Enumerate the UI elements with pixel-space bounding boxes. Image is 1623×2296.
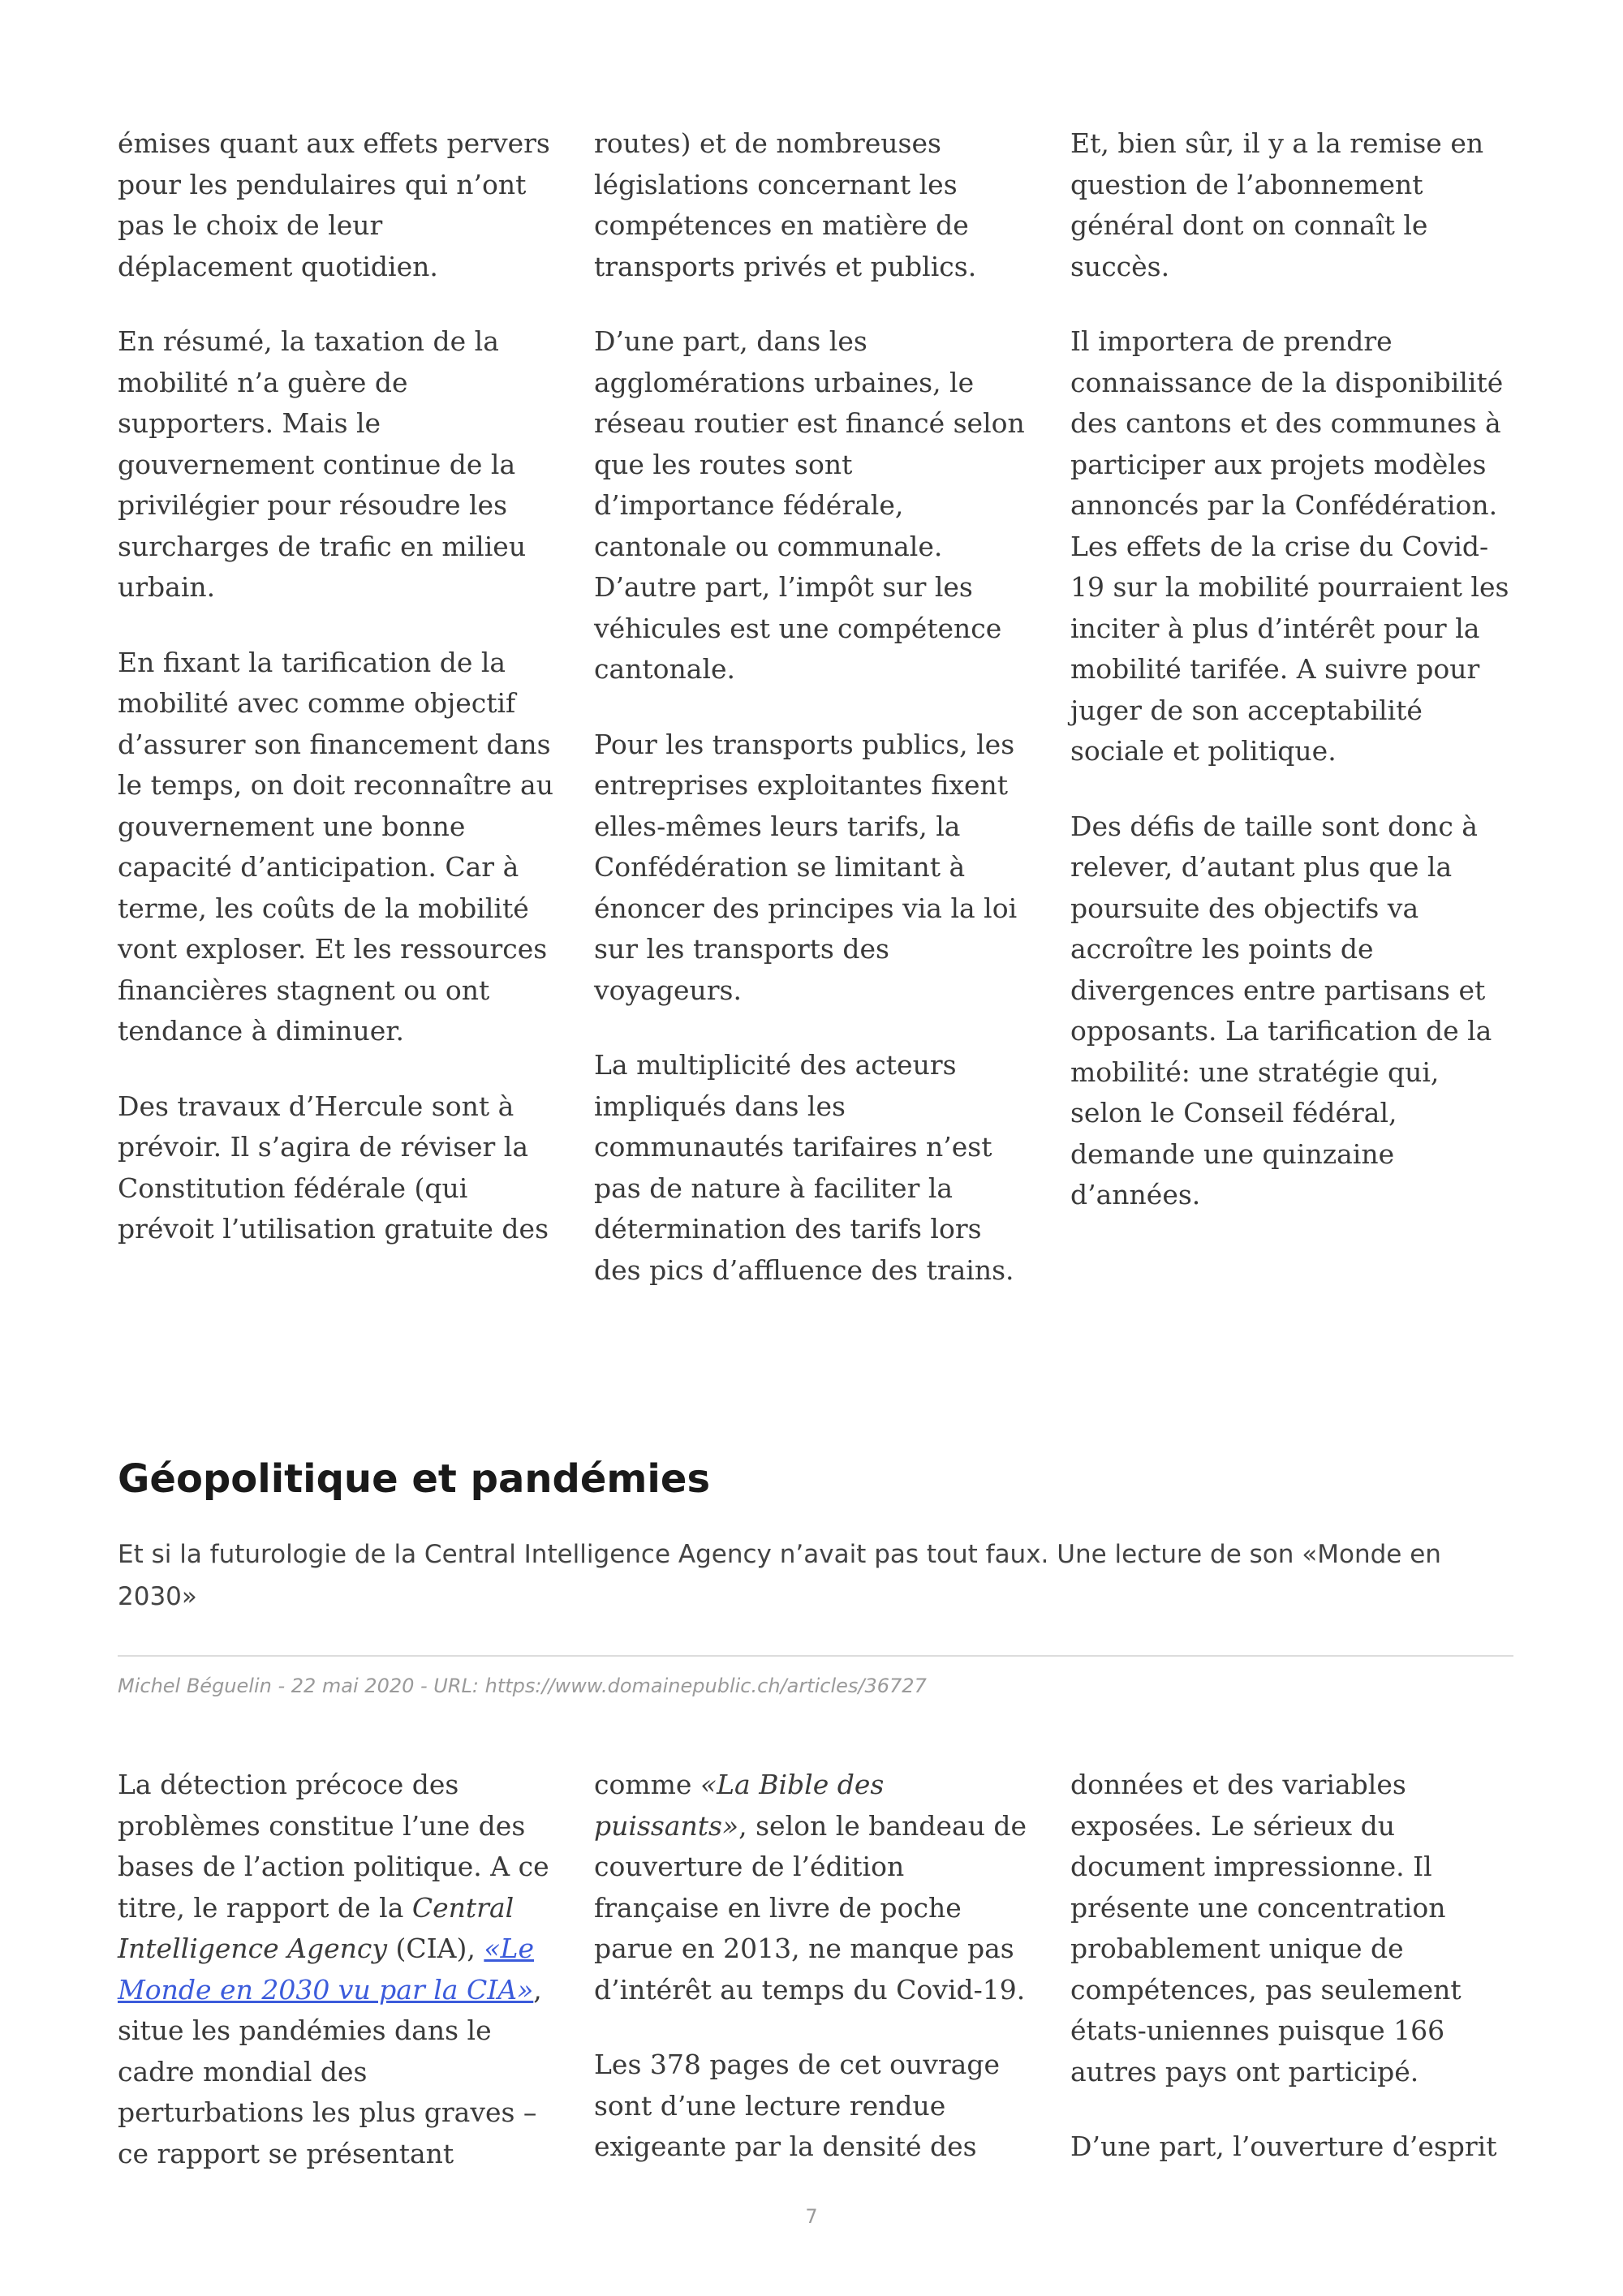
text-run: (CIA), (387, 1933, 484, 1964)
report-link[interactable]: «Le Monde en 2030 vu par la CIA» (118, 1933, 534, 2006)
paragraph: émises quant aux effets pervers pour les pendulaires qui n’ont pas le choix de leur déplacement quotidien. (118, 127, 550, 282)
column-1 (118, 1765, 560, 2174)
page-number: 7 (805, 2205, 818, 2228)
paragraph: routes) et de nombreuses législations concernant les compétences en matière de transports privés et publics. (594, 127, 977, 282)
paragraph: Les 378 pages de cet ouvrage sont d’une lecture rendue exigeante par la densité des (594, 2049, 1000, 2162)
column-2 (594, 123, 1036, 1291)
column-3 (1070, 123, 1513, 1291)
paragraph: En fixant la tarification de la mobilité avec comme objectif d’assurer son financement dans le temps, on doit reconnaître au gouvernement une bonne capacité d’anticipation. Car à terme, les coûts de la mobilité vont exploser. Et les ressources financières stagnent ou ont tendance à diminuer. (118, 646, 553, 1047)
divider (118, 1655, 1513, 1657)
paragraph: Il importera de prendre connaissance de la disponibilité des cantons et des communes à participer aux projets modèles annoncés par la Confédération. Les effets de la crise du Covid-19 sur la mobilité pourraient les inciter à plus d’intérêt pour la mobilité tarifée. A suivre pour juger de son acceptabilité sociale et politique. (1070, 325, 1509, 767)
column-3 (1070, 1765, 1513, 2174)
paragraph: D’une part, l’ouverture d’esprit (1070, 2130, 1497, 2162)
paragraph: données et des variables exposées. Le sérieux du document impressionne. Il présente une concentration probablement unique de compétences, pas seulement états-uniennes puisque 166 autres pays ont participé. (1070, 1769, 1462, 2087)
paragraph (118, 1765, 560, 2174)
column-2 (594, 1765, 1036, 2174)
paragraph: D’une part, dans les agglomérations urbaines, le réseau routier est financé selon que les routes sont d’importance fédérale, cantonale ou communale. D’autre part, l’impôt sur les véhicules est une compétence cantonale. (594, 325, 1025, 685)
text-run: , situe les pandémies dans le cadre mondial des perturbations les plus graves – ce rapport se présentant (118, 1973, 542, 2169)
column-1 (118, 123, 560, 1291)
paragraph: Des défis de taille sont donc à relever, d’autant plus que la poursuite des objectifs va accroître les points de divergences entre partisans et opposants. La tarification de la mobilité: une stratégie qui, selon le Conseil fédéral, demande une quinzaine d’années. (1070, 810, 1492, 1210)
paragraph: Pour les transports publics, les entreprises exploitantes fixent elles-mêmes leurs tarifs, la Confédération se limitant à énoncer des principes via la loi sur les transports des voyageurs. (594, 728, 1018, 1006)
paragraph: Et, bien sûr, il y a la remise en question de l’abonnement général dont on connaît le succès. (1070, 127, 1484, 282)
text-run: comme (594, 1769, 700, 1800)
continued-article-columns (118, 123, 1513, 1291)
article-title: Géopolitique et pandémies (118, 1456, 711, 1502)
paragraph: La multiplicité des acteurs impliqués dans les communautés tarifaires n’est pas de nature à faciliter la détermination des tarifs lors des pics d’affluence des trains. (594, 1049, 1014, 1286)
text-run: La détection précoce des problèmes constitue l’une des bases de l’action politique. A ce titre, le rapport de la (118, 1769, 549, 1924)
article-lead: Et si la futurologie de la Central Intelligence Agency n’avait pas tout faux. Une lecture de son «Monde en 2030» (118, 1540, 1441, 1611)
article-byline: Michel Béguelin - 22 mai 2020 - URL: https://www.domainepublic.ch/articles/36727 (118, 1675, 927, 1697)
paragraph: Des travaux d’Hercule sont à prévoir. Il s’agira de réviser la Constitution fédérale (qui prévoit l’utilisation gratuite des (118, 1090, 549, 1245)
text-run: , selon le bandeau de couverture de l’édition française en livre de poche parue en 2013, ne manque pas d’intérêt au temps du Covid-19. (594, 1809, 1027, 2006)
paragraph (594, 1765, 1036, 2010)
emphasis-cia: Central Intelligence Agency (118, 1891, 514, 1964)
article-columns (118, 1765, 1513, 2174)
paragraph: En résumé, la taxation de la mobilité n’a guère de supporters. Mais le gouvernement continue de la privilégier pour résoudre les surcharges de trafic en milieu urbain. (118, 325, 527, 603)
emphasis-book-title: «La Bible des puissants» (594, 1769, 885, 1842)
